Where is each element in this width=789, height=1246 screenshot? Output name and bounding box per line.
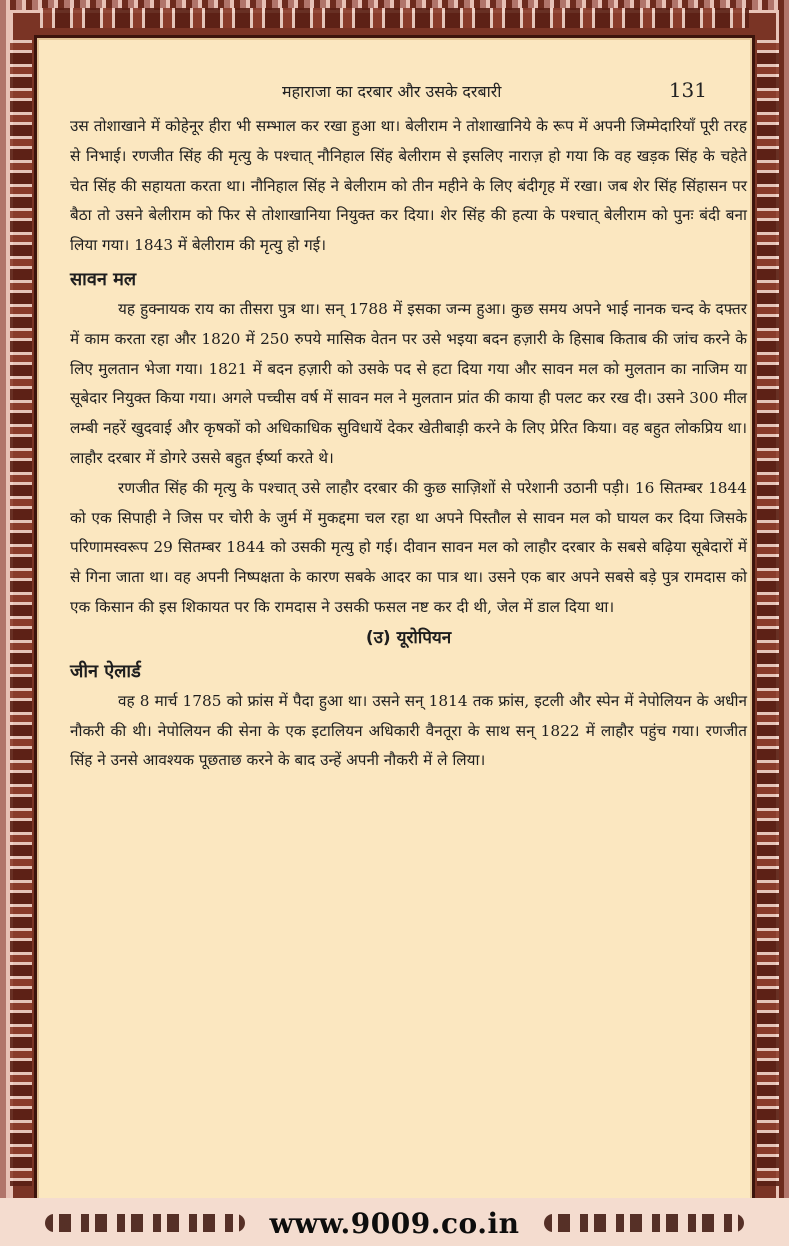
running-title: महाराजा का दरबार और उसके दरबारी <box>282 82 502 101</box>
paragraph-sawan-mal-2: रणजीत सिंह की मृत्यु के पश्चात् उसे लाहौर दरबार की कुछ साज़िशों से परेशानी उठानी पड़ी। 16 सितम्बर 1844 को एक सिपाही ने जिस पर चोरी के जुर्म में मुकद्दमा चल रहा था अपने पिस्तौल से सावन मल को घायल कर दिया जिसके परिणामस्वरूप 29 सितम्बर 1844 को उसकी मृत्यु हो गई। दीवान सावन मल को लाहौर दरबार के सबसे बढ़िया सूबेदारों में से गिना जाता था। वह अपनी निष्पक्षता के कारण सबके आदर का पात्र था। उसने एक बार अपने सबसे बड़े पुत्र रामदास को एक किसान की इस शिकायत पर कि रामदास ने उसकी फसल नष्ट कर दी थी, जेल में डाल दिया था। <box>70 478 747 616</box>
page-header <box>37 80 752 110</box>
page-number: 131 <box>668 78 707 102</box>
frame-ornament-left <box>10 40 32 1186</box>
frame-ornament-top <box>40 8 749 28</box>
heading-jean-allard: जीन ऐलार्ड <box>70 660 141 682</box>
paragraph-jean-allard: वह 8 मार्च 1785 को फ्रांस में पैदा हुआ था। उसने सन् 1814 तक फ्रांस, इटली और स्पेन में नेपोलियन के अधीन नौकरी की थी। नेपोलियन की सेना के एक इटालियन अधिकारी वैनतूरा के साथ सन् 1822 में लाहौर पहुंच गया। रणजीत सिंह ने उनसे आवश्यक पूछताछ करने के बाद उन्हें अपनी नौकरी में ले लिया। <box>70 691 747 770</box>
section-heading-european: (उ) यूरोपियन <box>365 627 452 648</box>
paragraph-belliram: उस तोशाखाने में कोहेनूर हीरा भी सम्भाल कर रखा हुआ था। बेलीराम ने तोशाखानिये के रूप में अपनी जिम्मेदारियाँ पूरी तरह से निभाई। रणजीत सिंह की मृत्यु के पश्चात् नौनिहाल सिंह बेलीराम से इसलिए नाराज़ हो गया कि वह खड़क सिंह के चहेते चेत सिंह की सहायता करता था। नौनिहाल सिंह ने बेलीराम को तीन महीने के लिए बंदीगृह में रखा। जब शेर सिंह सिंहासन पर बैठा तो उसने बेलीराम को फिर से तोशाखानिया नियुक्त कर दिया। शेर सिंह की हत्या के पश्चात् बेलीराम को पुनः बंदी बना लिया गया। 1843 में बेलीराम की मृत्यु हो गई। <box>70 117 747 255</box>
heading-sawan-mal: सावन मल <box>70 268 137 290</box>
footer-band <box>0 1198 789 1246</box>
footer-website: www.9009.co.in <box>269 1207 520 1240</box>
paragraph-sawan-mal-1: यह हुक्नायक राय का तीसरा पुत्र था। सन् 1788 में इसका जन्म हुआ। कुछ समय अपने भाई नानक चन्द के दफ्तर में काम करता रहा और 1820 में 250 रुपये मासिक वेतन पर उसे भइया बदन हज़ारी के हिसाब किताब की जांच करने के लिए मुलतान भेजा गया। 1821 में बदन हज़ारी को उसके पद से हटा दिया गया और सावन मल को मुलतान का नाजिम या सूबेदार नियुक्त किया गया। अगले पच्चीस वर्ष में सावन मल ने मुलतान प्रांत की काया ही पलट कर रख दी। उसने 300 मील लम्बी नहरें खुदवाई और कृषकों को अधिकाधिक सुविधायें देकर खेतीबाड़ी करने के लिए प्रेरित किया। वह बहुत लोकप्रिय था। लाहौर दरबार में डोगरे उससे बहुत ईर्ष्या करते थे। <box>70 299 747 467</box>
frame-ornament-right <box>757 40 779 1186</box>
page-body <box>70 112 747 776</box>
